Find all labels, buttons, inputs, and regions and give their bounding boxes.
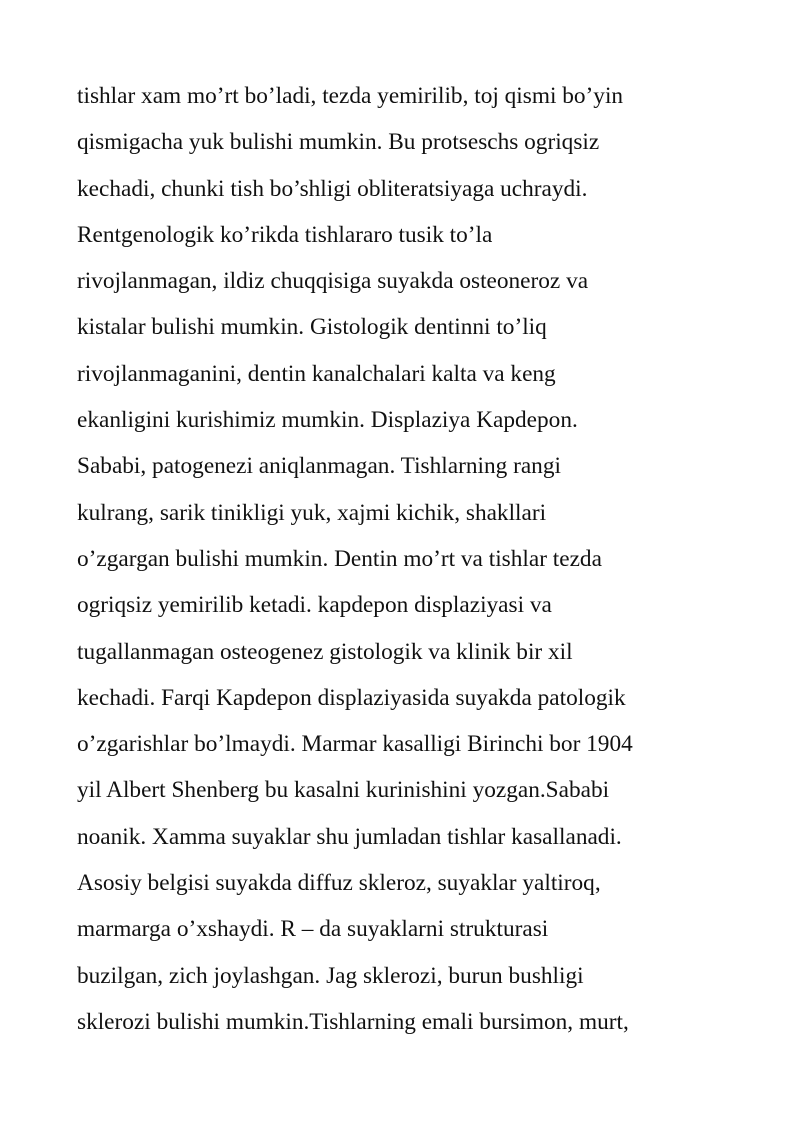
text-line: kistalar bulishi mumkin. Gistologik dentinni to’liq <box>77 314 547 341</box>
text-line: kechadi. Farqi Kapdepon displaziyasida suyakda patologik <box>77 684 626 711</box>
text-line: Asosiy belgisi suyakda diffuz skleroz, suyaklar yaltiroq, <box>77 870 601 897</box>
text-line: kulrang, sarik tinikligi yuk, xajmi kichik, shakllari <box>77 499 547 526</box>
text-line: ogriqsiz yemirilib ketadi. kapdepon displaziyasi va <box>77 592 552 619</box>
text-line: yil Albert Shenberg bu kasalni kurinishini yozgan.Sababi <box>77 777 610 804</box>
text-line: marmarga o’xshaydi. R – da suyaklarni strukturasi <box>77 916 549 943</box>
text-line: ekanligini kurishimiz mumkin. Displaziya Kapdepon. <box>77 407 578 434</box>
text-line: Sababi, patogenezi aniqlanmagan. Tishlarning rangi <box>77 453 561 480</box>
text-line: o’zgargan bulishi mumkin. Dentin mo’rt va tishlar tezda <box>77 545 602 572</box>
text-line: kechadi, chunki tish bo’shligi obliteratsiyaga uchraydi. <box>77 175 588 202</box>
body-text <box>77 73 737 1045</box>
text-line: buzilgan, zich joylashgan. Jag sklerozi, burun bushligi <box>77 962 584 989</box>
text-line: qismigacha yuk bulishi mumkin. Bu protseschs ogriqsiz <box>77 129 600 156</box>
text-line: o’zgarishlar bo’lmaydi. Marmar kasalligi Birinchi bor 1904 <box>77 731 633 758</box>
text-line: rivojlanmagan, ildiz chuqqisiga suyakda osteoneroz va <box>77 268 589 295</box>
text-line: Rentgenologik ko’rikda tishlararo tusik to’la <box>77 221 493 248</box>
text-line: tishlar xam mo’rt bo’ladi, tezda yemirilib, toj qismi bo’yin <box>77 83 624 109</box>
text-line: sklerozi bulishi mumkin.Tishlarning emali bursimon, murt, <box>77 1008 629 1035</box>
text-line: noanik. Xamma suyaklar shu jumladan tishlar kasallanadi. <box>77 823 622 850</box>
text-line: tugallanmagan osteogenez gistologik va klinik bir xil <box>77 638 573 665</box>
text-line: rivojlanmaganini, dentin kanalchalari kalta va keng <box>77 360 556 387</box>
